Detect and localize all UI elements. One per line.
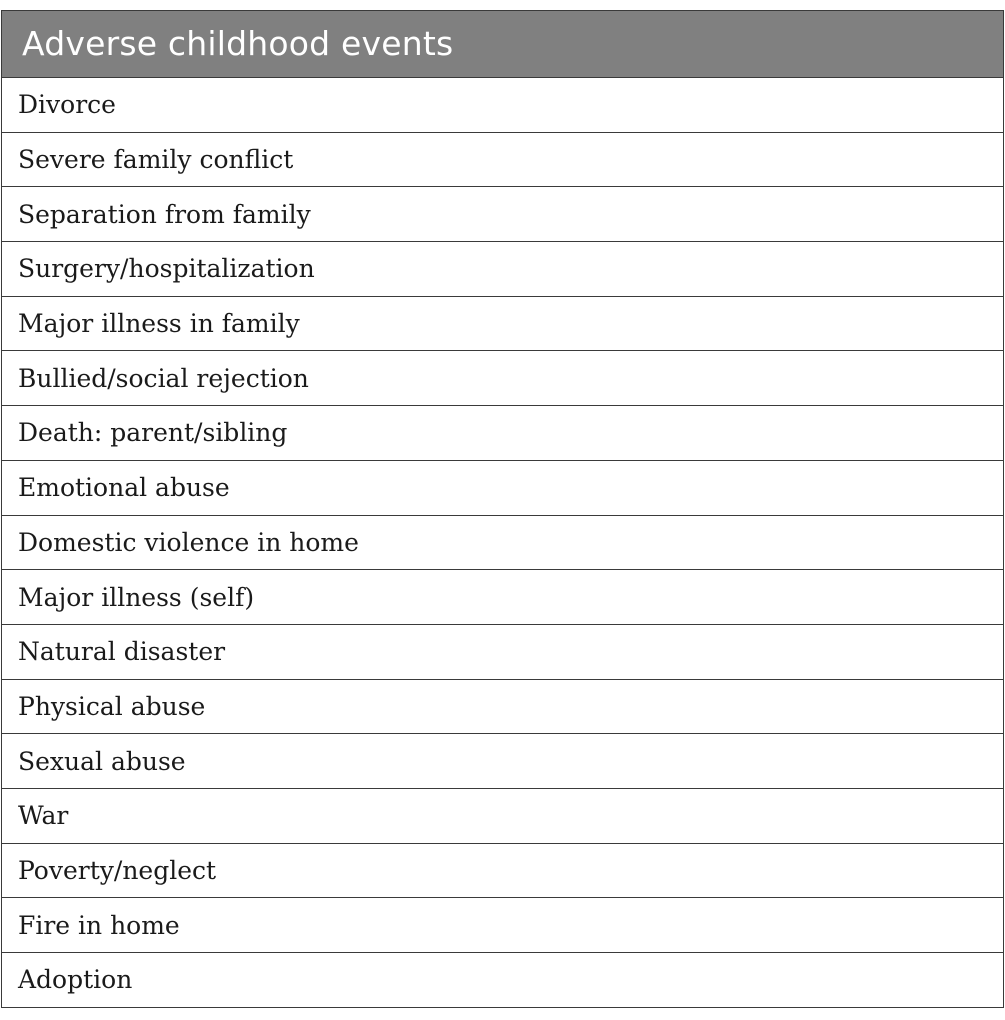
table-row: Separation from family [2, 186, 1003, 241]
table-body [2, 77, 1003, 1007]
table-row: Domestic violence in home [2, 515, 1003, 570]
table-row: Natural disaster [2, 624, 1003, 679]
table-row: Sexual abuse [2, 733, 1003, 788]
table-row: Poverty/neglect [2, 843, 1003, 898]
adverse-events-table [1, 10, 1004, 1008]
table-row: Bullied/social rejection [2, 350, 1003, 405]
table-row: Fire in home [2, 897, 1003, 952]
table-row: Major illness in family [2, 296, 1003, 351]
table-row: Death: parent/sibling [2, 405, 1003, 460]
table-header: Adverse childhood events [2, 11, 1003, 77]
table-row: Major illness (self) [2, 569, 1003, 624]
table-row: Severe family conflict [2, 132, 1003, 187]
table-row: Physical abuse [2, 679, 1003, 734]
table-row: Adoption [2, 952, 1003, 1007]
table-row: Divorce [2, 77, 1003, 132]
table-row: Surgery/hospitalization [2, 241, 1003, 296]
table-row: Emotional abuse [2, 460, 1003, 515]
table-row: War [2, 788, 1003, 843]
